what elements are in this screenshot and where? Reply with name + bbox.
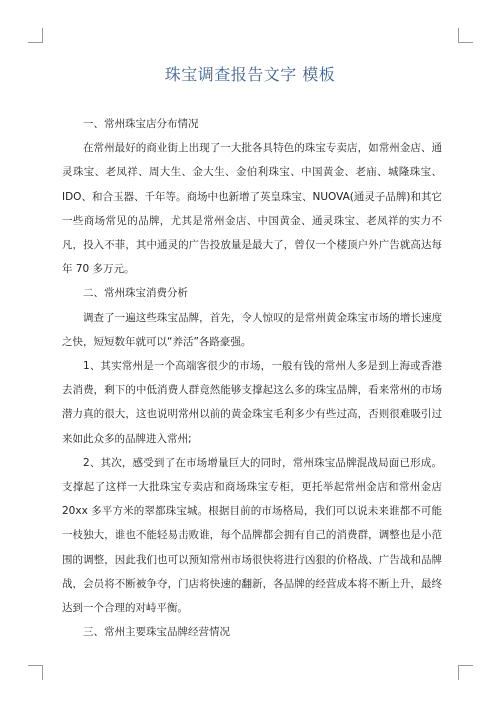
crop-mark-bottom-left — [28, 665, 43, 680]
paragraph: 调查了一遍这些珠宝品牌，首先，令人惊叹的是常州黄金珠宝市场的增长速度之快，短短数年就可以“养活”各路豪强。 — [62, 311, 442, 348]
paragraph: 1、其实常州是一个高端客很少的市场，一般有钱的常州人多是到上海或香港去消费，剩下的中低消费人群竟然能够支撑起这么多的珠宝品牌，看来常州的市场潜力真的很大，这也说明常州以前的黄金珠宝毛利多少有些过高，否则很难吸引过来如此众多的品牌进入常州; — [62, 360, 442, 445]
document-title: 珠宝调查报告文字 模板 — [164, 65, 336, 84]
section-heading-2: 二、常州珠宝消费分析 — [83, 287, 188, 300]
crop-mark-top-left — [28, 28, 43, 43]
section-heading-1: 一、常州珠宝店分布情况 — [83, 118, 199, 130]
paragraph: 在常州最好的商业街上出现了一大批各具特色的珠宝专卖店，如常州金店、通灵珠宝、老凤祥、周大生、金大生、金伯利珠宝、中国黄金、老庙、城隆珠宝、IDO、和合玉器、千年等。商场中也新增了英皇珠宝、NUOVA(通灵子品牌)和其它一些商场常见的品牌，尤其是常州金店、中国黄金、通灵珠宝、老凤祥的实力不凡，投入不菲，其中通灵的广告投放量是最大了，曾仅一个楼顶户外广告就高达每年 70 多万元。 — [62, 142, 442, 276]
section-heading-3: 三、常州主要珠宝品牌经营情况 — [83, 626, 230, 639]
crop-mark-top-right — [458, 28, 473, 43]
document-body — [62, 112, 442, 644]
paragraph: 2、其次，感受到了在市场增量巨大的同时，常州珠宝品牌混战局面已形成。支撑起了这样一大批珠宝专卖店和商场珠宝专柜，更托举起常州金店和常州金店 20xx 多平方米的翠都珠宝城。根据目前的市场格局，我们可以说未来谁都不可能一枝独大，谁也不能轻易击败谁，每个品牌都会拥有自己的消费群，调整也是小范围的调整，因此我们也可以预知常州市场很快将进行凶狠的价格战、广告战和品牌战，会员将不断被争夺，门店将快速的翻新，各品牌的经营成本将不断上升，最终达到一个合理的对峙平衡。 — [62, 456, 442, 615]
crop-mark-bottom-right — [458, 665, 473, 680]
